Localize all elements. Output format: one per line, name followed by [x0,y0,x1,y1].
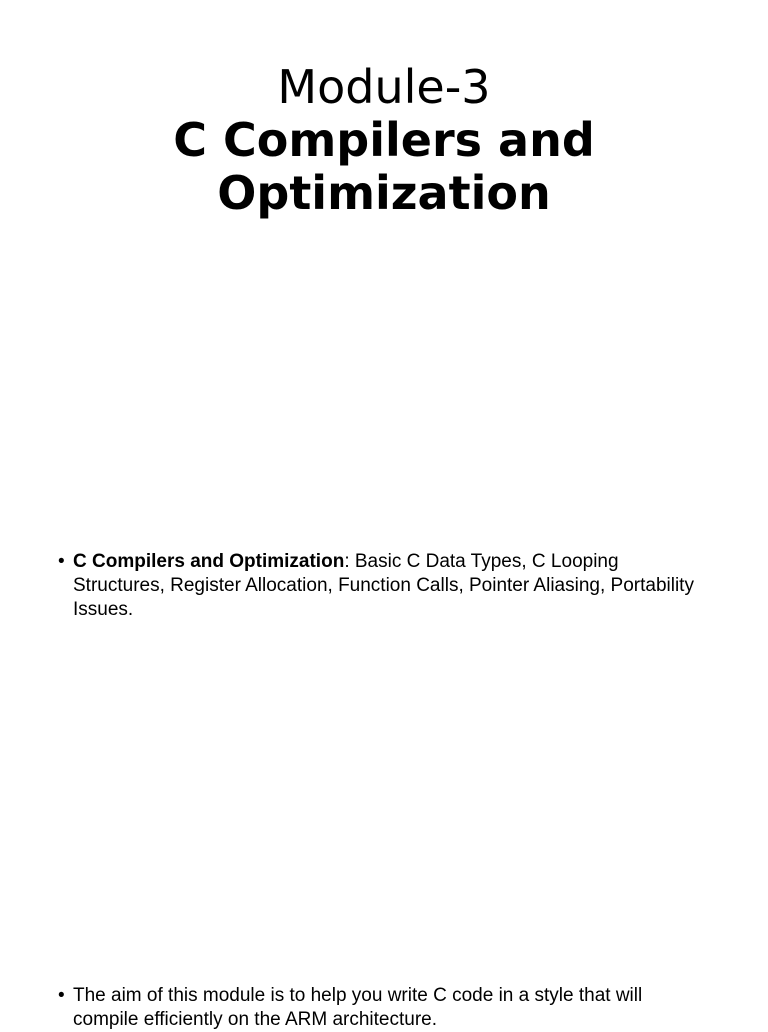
slide-title [0,60,768,220]
page-title: C Compilers and Optimization [173,113,595,220]
bullet-marker: • [58,985,65,1006]
bullet-text: Basic C Data Types, C Looping Structures, Register Allocation, Function Calls, Pointer Aliasing, Portability Issues. [73,551,694,620]
module-label: Module-3 [277,60,491,114]
bullet-separator: : [344,551,350,572]
bullet-lead: C Compilers and Optimization [73,551,345,572]
bullet-text: The aim of this module is to help you write C code in a style that will compile efficiently on the ARM architecture. [73,985,643,1030]
bullet-item-aim [58,984,708,1032]
bullet-marker: • [58,551,65,572]
bullet-item-topics [58,550,708,622]
